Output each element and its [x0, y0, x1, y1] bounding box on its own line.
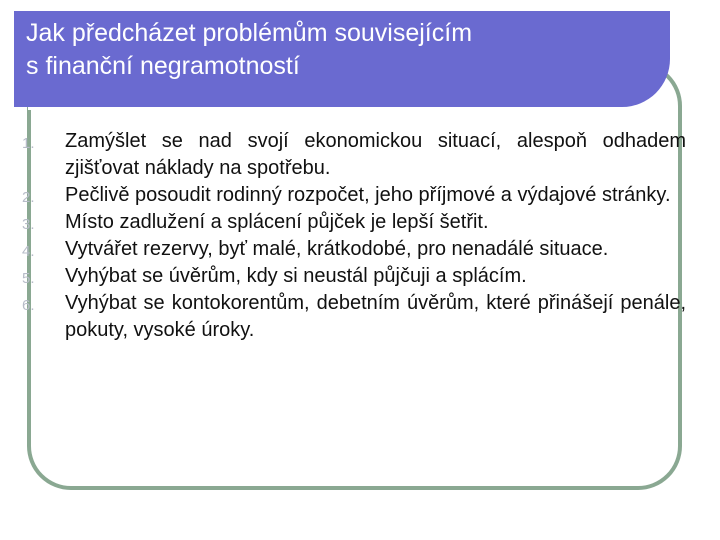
list-item-text: Vyhýbat se úvěrům, kdy si neustál půjčuji a splácím.	[65, 265, 527, 287]
title-banner	[14, 11, 670, 107]
list-item-number: 5.	[22, 270, 35, 287]
list-item-text: Pečlivě posoudit rodinný rozpočet, jeho příjmové a výdajové stránky.	[65, 184, 671, 206]
list-item-text: Zamýšlet se nad svojí ekonomickou situací, alespoň odhadem zjišťovat náklady na spotřebu.	[65, 130, 686, 179]
list-item-number: 6.	[22, 297, 35, 314]
list-item-number: 1.	[22, 135, 35, 152]
list-item-text: Vyhýbat se kontokorentům, debetním úvěrům, které přinášejí penále, pokuty, vysoké úroky.	[65, 292, 686, 341]
list-item	[22, 236, 686, 263]
slide-title	[26, 17, 656, 83]
list-item-number: 3.	[22, 216, 35, 233]
list-item-text: Vytvářet rezervy, byť malé, krátkodobé, pro nenadálé situace.	[65, 238, 609, 260]
list-item	[22, 290, 686, 344]
title-underline	[28, 107, 650, 110]
slide-title-line-2: s finanční negramotností	[26, 52, 300, 80]
list-item-text: Místo zadlužení a splácení půjček je lepší šetřit.	[65, 211, 489, 233]
numbered-list	[22, 128, 686, 344]
list-item-number: 2.	[22, 189, 35, 206]
list-item	[22, 263, 686, 290]
list-item-number: 4.	[22, 243, 35, 260]
list-item	[22, 182, 686, 209]
slide-title-line-1: Jak předcházet problémům souvisejícím	[26, 19, 473, 47]
list-item	[22, 128, 686, 182]
list-item	[22, 209, 686, 236]
